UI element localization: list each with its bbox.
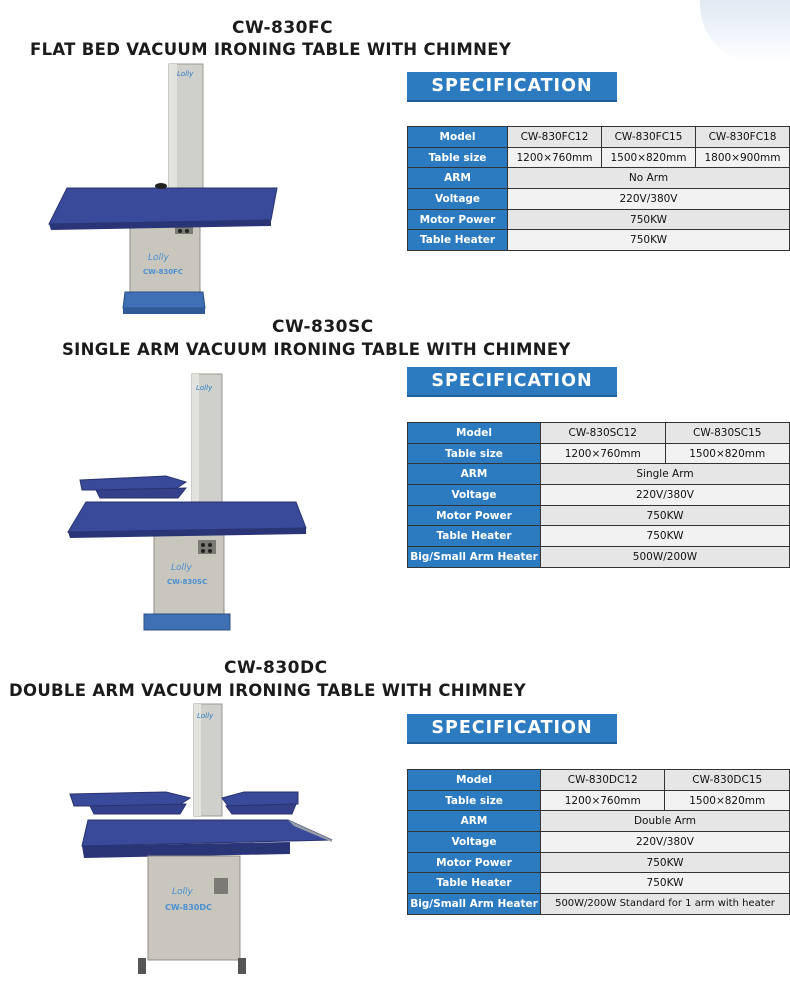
chimney-logo: Lolly	[197, 712, 214, 720]
spec-table	[407, 769, 790, 915]
cell-value: 750KW	[541, 852, 790, 873]
row-label: Voltage	[408, 485, 541, 506]
row-label: ARM	[408, 811, 541, 832]
chimney-logo: Lolly	[196, 384, 213, 392]
cell-value: CW-830SC12	[541, 423, 666, 444]
specification-banner: SPECIFICATION	[407, 72, 617, 102]
product-name: SINGLE ARM VACUUM IRONING TABLE WITH CHIMNEY	[62, 340, 571, 359]
row-label: Table size	[408, 443, 541, 464]
row-label: Model	[408, 423, 541, 444]
cabinet-logo: Lolly	[172, 887, 193, 897]
table-row	[408, 189, 790, 210]
cell-value: 1500×820mm	[665, 790, 790, 811]
cabinet-logo: Lolly	[171, 563, 192, 573]
row-label: ARM	[408, 168, 508, 189]
flat-bed-ironing-table-image	[45, 62, 295, 320]
cabinet-logo: Lolly	[148, 253, 169, 263]
table-row	[408, 770, 790, 791]
cell-value: 220V/380V	[541, 485, 790, 506]
table-row	[408, 873, 790, 894]
table-row	[408, 505, 790, 526]
row-label: Table Heater	[408, 873, 541, 894]
cell-value: 750KW	[541, 526, 790, 547]
table-row	[408, 485, 790, 506]
product-name: DOUBLE ARM VACUUM IRONING TABLE WITH CHIMNEY	[9, 681, 526, 700]
row-label: Table size	[408, 147, 508, 168]
cell-value: 1200×760mm	[541, 443, 666, 464]
cell-value: 1500×820mm	[602, 147, 696, 168]
cell-value: 750KW	[541, 505, 790, 526]
table-row	[408, 894, 790, 915]
specification-banner: SPECIFICATION	[407, 367, 617, 397]
table-row	[408, 464, 790, 485]
table-row	[408, 127, 790, 148]
row-label: Voltage	[408, 832, 541, 853]
cell-value: 220V/380V	[541, 832, 790, 853]
double-arm-ironing-table-image	[66, 702, 336, 978]
row-label: Motor Power	[408, 505, 541, 526]
table-row	[408, 547, 790, 568]
row-label: Motor Power	[408, 209, 508, 230]
table-row	[408, 832, 790, 853]
row-label: ARM	[408, 464, 541, 485]
table-row	[408, 443, 790, 464]
cabinet-model-label: CW-830DC	[165, 903, 212, 912]
cabinet-model-label: CW-830FC	[143, 268, 183, 276]
cell-value: 1800×900mm	[696, 147, 790, 168]
cell-value: 750KW	[508, 209, 790, 230]
table-row	[408, 423, 790, 444]
cabinet-model-label: CW-830SC	[167, 578, 208, 586]
row-label: Table size	[408, 790, 541, 811]
cell-value: CW-830FC18	[696, 127, 790, 148]
table-row	[408, 790, 790, 811]
row-label: Model	[408, 770, 541, 791]
row-label: Voltage	[408, 189, 508, 210]
row-label: Table Heater	[408, 526, 541, 547]
corner-decoration	[700, 0, 790, 64]
cell-value: CW-830FC12	[508, 127, 602, 148]
product-name: FLAT BED VACUUM IRONING TABLE WITH CHIMNEY	[30, 40, 512, 59]
table-row	[408, 811, 790, 832]
table-row	[408, 230, 790, 251]
cell-value: 1200×760mm	[541, 790, 665, 811]
cell-value: 1500×820mm	[665, 443, 790, 464]
product-code: CW-830FC	[232, 18, 334, 38]
cell-value: 500W/200W Standard for 1 arm with heater	[541, 894, 790, 915]
specification-banner: SPECIFICATION	[407, 714, 617, 744]
cell-value: 1200×760mm	[508, 147, 602, 168]
cell-value: 500W/200W	[541, 547, 790, 568]
cell-value: CW-830FC15	[602, 127, 696, 148]
single-arm-ironing-table-image	[66, 372, 311, 634]
cell-value: CW-830DC12	[541, 770, 665, 791]
table-row	[408, 526, 790, 547]
cell-value: 220V/380V	[508, 189, 790, 210]
table-row	[408, 852, 790, 873]
cell-value: CW-830SC15	[665, 423, 790, 444]
spec-table	[407, 126, 790, 251]
row-label: Model	[408, 127, 508, 148]
product-code: CW-830SC	[272, 317, 374, 337]
product-code: CW-830DC	[224, 658, 328, 678]
cell-value: Single Arm	[541, 464, 790, 485]
row-label: Big/Small Arm Heater	[408, 894, 541, 915]
cell-value: Double Arm	[541, 811, 790, 832]
chimney-logo: Lolly	[177, 70, 194, 78]
cell-value: CW-830DC15	[665, 770, 790, 791]
row-label: Big/Small Arm Heater	[408, 547, 541, 568]
table-row	[408, 209, 790, 230]
table-row	[408, 168, 790, 189]
row-label: Motor Power	[408, 852, 541, 873]
cell-value: No Arm	[508, 168, 790, 189]
table-row	[408, 147, 790, 168]
cell-value: 750KW	[541, 873, 790, 894]
cell-value: 750KW	[508, 230, 790, 251]
spec-table	[407, 422, 790, 568]
row-label: Table Heater	[408, 230, 508, 251]
